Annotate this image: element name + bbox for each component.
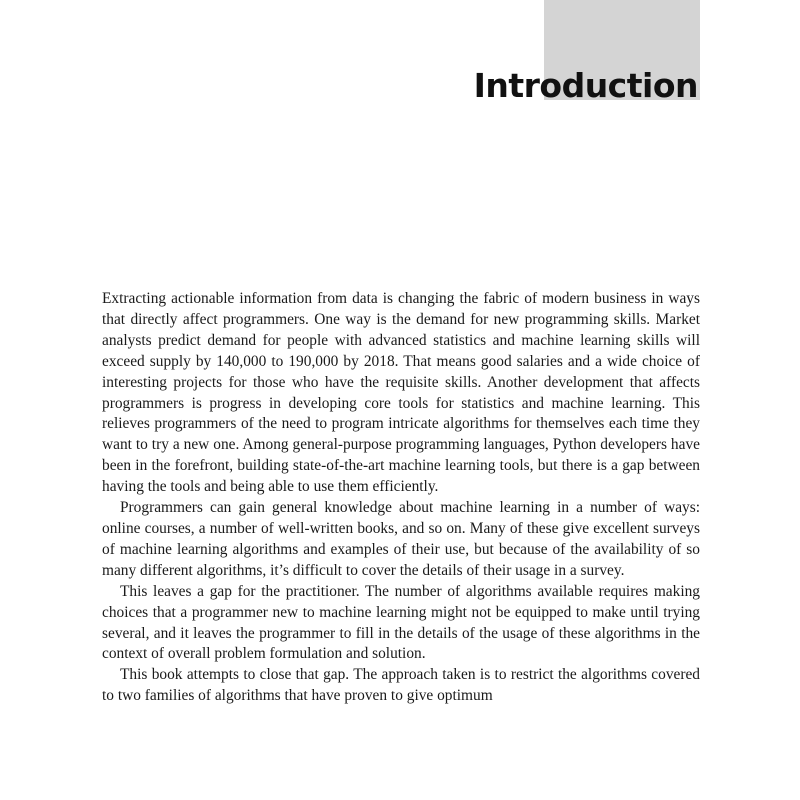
body-text [102,289,700,707]
chapter-title: Introduction [473,66,698,105]
paragraph-2: Programmers can gain general knowledge about machine learning in a number of ways: online courses, a number of well-written books, and so on. Many of these give excellent surveys of machine learning algorithms and examples of their use, but because of the availability of so many different algorithms, it’s difficult to cover the details of their usage in a survey. [102,499,700,579]
paragraph-1: Extracting actionable information from data is changing the fabric of modern business in ways that directly affect programmers. One way is the demand for new programming skills. Market analysts predict demand for people with advanced statistics and machine learning skills will exceed supply by 140,000 to 190,000 by 2018. That means good salaries and a wide choice of interesting projects for those who have the requisite skills. Another development that affects programmers is progress in developing core tools for statistics and machine learning. This relieves programmers of the need to program intricate algorithms for themselves each time they want to try a new one. Among general-purpose programming languages, Python developers have been in the forefront, building state-of-the-art machine learning tools, but there is a gap between having the tools and being able to use them efficiently. [102,290,700,496]
paragraph-4: This book attempts to close that gap. The approach taken is to restrict the algorithms covered to two families of algorithms that have proven to give optimum [102,666,700,705]
paragraph-3: This leaves a gap for the practitioner. The number of algorithms available requires making choices that a programmer new to machine learning might not be equipped to make until trying several, and it leaves the programmer to fill in the details of the usage of these algorithms in the context of overall problem formulation and solution. [102,582,700,663]
